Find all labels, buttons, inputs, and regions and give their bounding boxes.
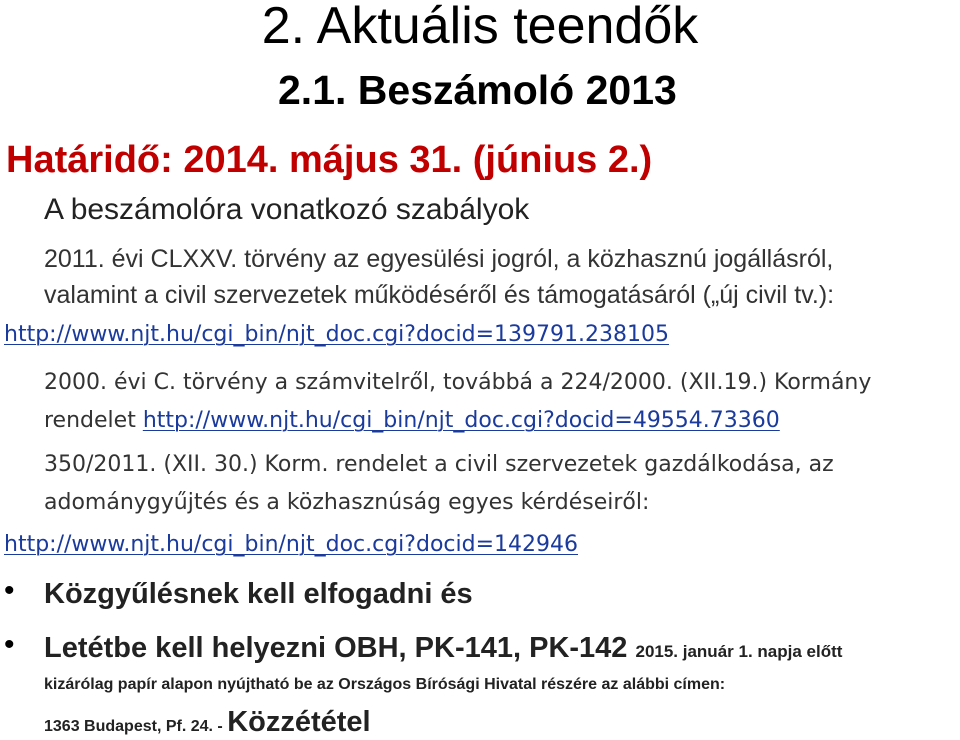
subtitle: 2.1. Beszámoló 2013: [278, 67, 677, 113]
law3-link[interactable]: http://www.njt.hu/cgi_bin/njt_doc.cgi?docid=142946: [4, 532, 578, 557]
bullet-item-1: Közgyűlésnek kell elfogadni és: [44, 578, 473, 610]
law1-link[interactable]: http://www.njt.hu/cgi_bin/njt_doc.cgi?docid=139791.238105: [4, 322, 669, 347]
law3-line2: adománygyűjtés és a közhasznúság egyes kérdéseiről:: [44, 490, 650, 515]
deadline: Határidő: 2014. május 31. (június 2.): [6, 139, 653, 181]
bullet-item-2-line2: kizárólag papír alapon nyújtható be az Országos Bírósági Hivatal részére az alábbi címen:: [44, 676, 726, 693]
law1-line1: 2011. évi CLXXV. törvény az egyesülési jogról, a közhasznú jogállásról,: [44, 245, 834, 273]
bullet-icon: •: [4, 628, 15, 661]
section-heading: A beszámolóra vonatkozó szabályok: [44, 193, 530, 226]
law1-line2: valamint a civil szervezetek működéséről és támogatásáról („új civil tv.):: [44, 281, 835, 309]
bullet-item-2-line3: 1363 Budapest, Pf. 24. - Közzététel: [44, 706, 371, 738]
law2-line2: rendelet http://www.njt.hu/cgi_bin/njt_doc.cgi?docid=49554.73360: [44, 408, 780, 433]
bullet-item-2: Letétbe kell helyezni OBH, PK-141, PK-142 2015. január 1. napja előtt: [44, 632, 843, 664]
bullet-icon: •: [4, 574, 15, 607]
law2-link[interactable]: http://www.njt.hu/cgi_bin/njt_doc.cgi?docid=49554.73360: [142, 408, 780, 433]
law3-line1: 350/2011. (XII. 30.) Korm. rendelet a civil szervezetek gazdálkodása, az: [44, 452, 834, 477]
page-title: 2. Aktuális teendők: [261, 0, 699, 55]
law2-line1: 2000. évi C. törvény a számvitelről, továbbá a 224/2000. (XII.19.) Kormány: [44, 370, 872, 395]
